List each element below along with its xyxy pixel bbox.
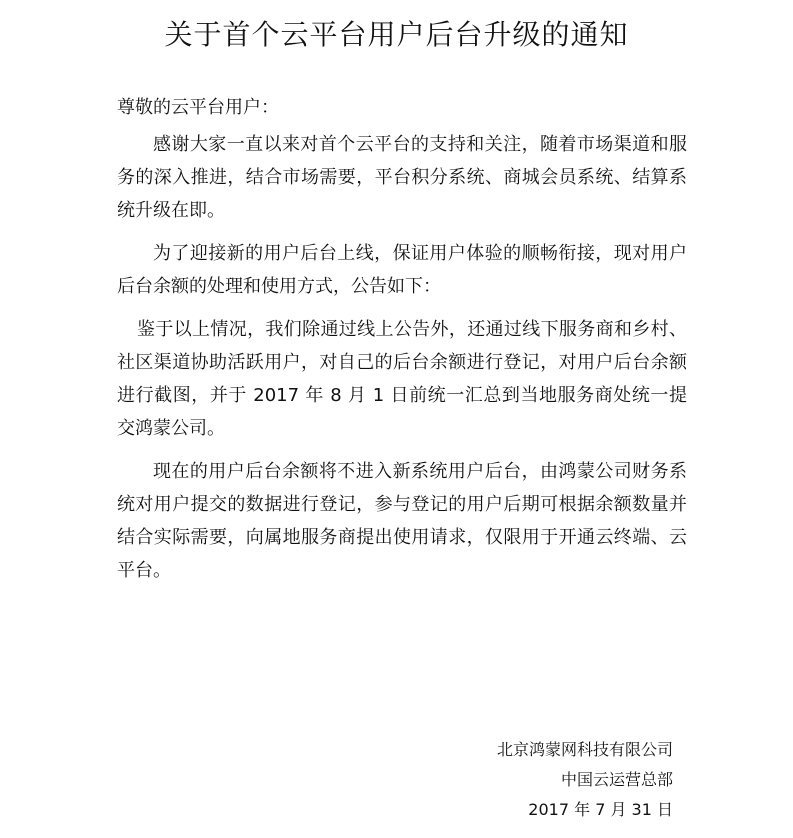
paragraph-3: 鉴于以上情况，我们除通过线上公告外，还通过线下服务商和乡村、社区渠道协助活跃用户，对自己的后台余额进行登记，对用户后台余额进行截图，并于 2017 年 8 月 1 日前统一汇总到当地服务商处统一提交鸿蒙公司。 — [117, 319, 687, 439]
paragraph-4: 现在的用户后台余额将不进入新系统用户后台，由鸿蒙公司财务系统对用户提交的数据进行登记，参与登记的用户后期可根据余额数量并结合实际需要，向属地服务商提出使用请求，仅限用于开通云终端、云平台。 — [117, 461, 687, 581]
signature-date: 2017 年 7 月 31 日 — [528, 800, 673, 819]
paragraph-1: 感谢大家一直以来对首个云平台的支持和关注，随着市场渠道和服务的深入推进，结合市场需要，平台积分系统、商城会员系统、结算系统升级在即。 — [117, 134, 687, 221]
notice-title: 关于首个云平台用户后台升级的通知 — [164, 18, 629, 51]
signature-department: 中国云运营总部 — [560, 770, 673, 789]
salutation: 尊敬的云平台用户： — [117, 97, 279, 118]
notice-body — [117, 91, 687, 597]
signature-company: 北京鸿蒙网科技有限公司 — [496, 740, 673, 759]
paragraph-2: 为了迎接新的用户后台上线，保证用户体验的顺畅衔接，现对用户后台余额的处理和使用方式，公告如下： — [117, 243, 687, 297]
signature-block — [497, 735, 673, 825]
